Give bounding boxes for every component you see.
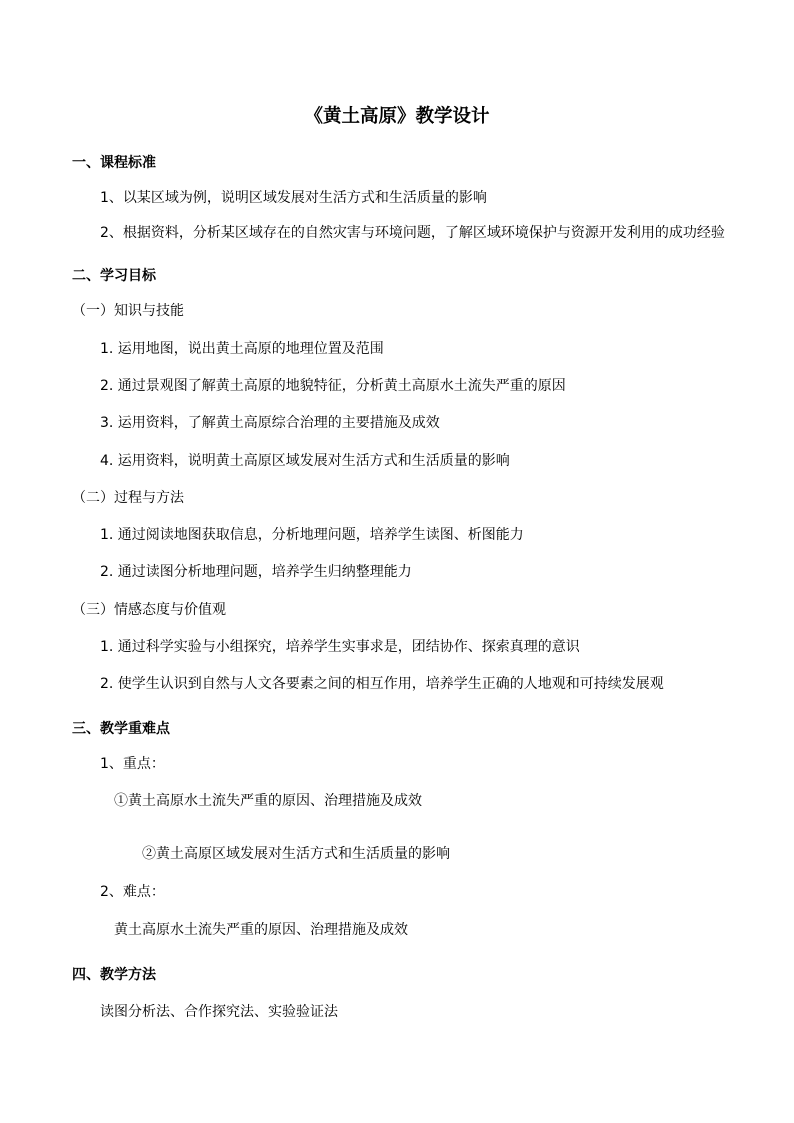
knowledge-skills-item-1: 1. 运用地图，说出黄土高原的地理位置及范围	[100, 341, 384, 357]
curriculum-standard-item-2: 2、根据资料，分析某区域存在的自然灾害与环境问题，了解区域环境保护与资源开发利用的成功经验	[100, 225, 725, 241]
key-point-item-1: ①黄土高原水土流失严重的原因、治理措施及成效	[114, 793, 422, 809]
key-point-item-2: ②黄土高原区域发展对生活方式和生活质量的影响	[142, 846, 450, 862]
difficult-points-label: 2、难点：	[100, 884, 165, 900]
knowledge-skills-item-3: 3. 运用资料，了解黄土高原综合治理的主要措施及成效	[100, 415, 440, 431]
subsection-heading-process-methods: （二）过程与方法	[72, 490, 184, 506]
section-heading-curriculum-standards: 一、课程标准	[72, 155, 156, 171]
section-heading-key-difficult-points: 三、教学重难点	[72, 721, 170, 737]
knowledge-skills-item-2: 2. 通过景观图了解黄土高原的地貌特征，分析黄土高原水土流失严重的原因	[100, 378, 566, 394]
attitudes-values-item-2: 2. 使学生认识到自然与人文各要素之间的相互作用，培养学生正确的人地观和可持续发展观	[100, 676, 664, 692]
subsection-heading-knowledge-skills: （一）知识与技能	[72, 303, 184, 319]
knowledge-skills-item-4: 4. 运用资料，说明黄土高原区域发展对生活方式和生活质量的影响	[100, 453, 510, 469]
key-points-label: 1、重点：	[100, 756, 165, 772]
subsection-heading-attitudes-values: （三）情感态度与价值观	[72, 602, 226, 618]
teaching-methods-text: 读图分析法、合作探究法、实验验证法	[100, 1004, 338, 1020]
document-title: 《黄土高原》教学设计	[304, 106, 490, 127]
section-heading-teaching-methods: 四、教学方法	[72, 967, 156, 983]
process-methods-item-2: 2. 通过读图分析地理问题，培养学生归纳整理能力	[100, 564, 412, 580]
section-heading-learning-objectives: 二、学习目标	[72, 268, 156, 284]
difficult-point-text: 黄土高原水土流失严重的原因、治理措施及成效	[114, 922, 408, 938]
curriculum-standard-item-1: 1、以某区域为例，说明区域发展对生活方式和生活质量的影响	[100, 190, 487, 206]
attitudes-values-item-1: 1. 通过科学实验与小组探究，培养学生实事求是，团结协作、探索真理的意识	[100, 639, 580, 655]
process-methods-item-1: 1. 通过阅读地图获取信息，分析地理问题，培养学生读图、析图能力	[100, 527, 524, 543]
